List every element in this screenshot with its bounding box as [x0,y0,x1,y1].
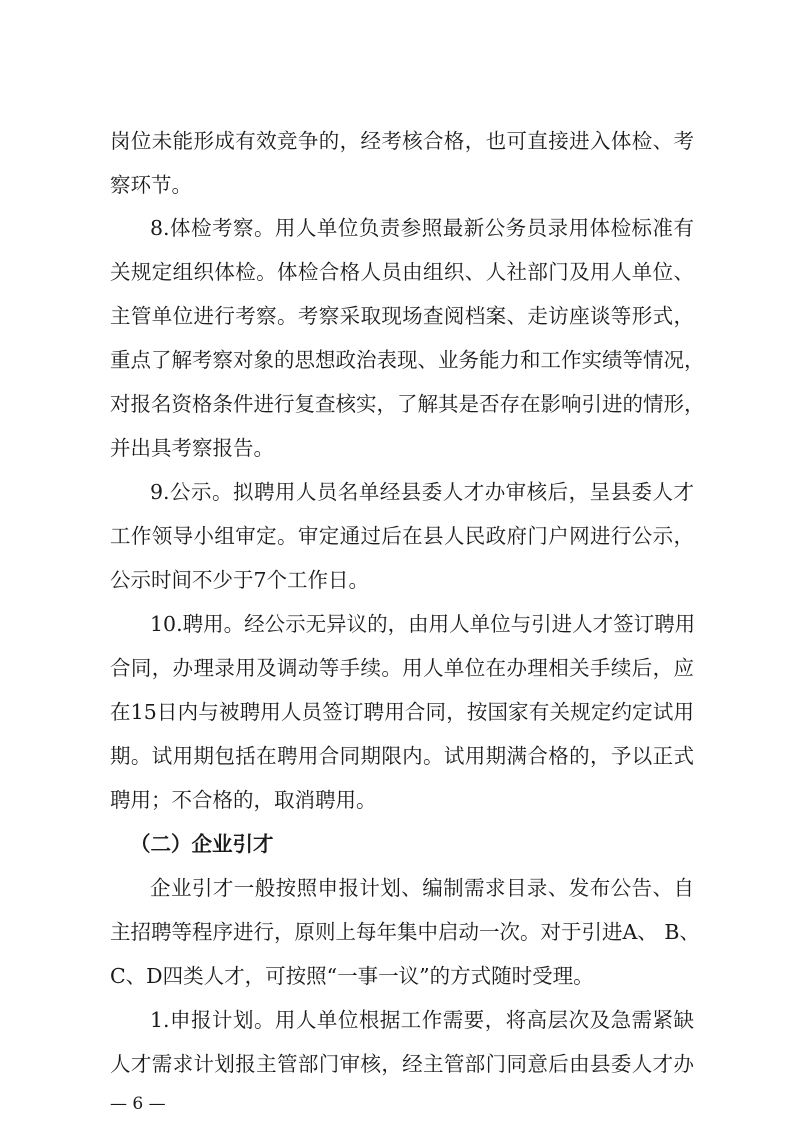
paragraph-line: 公示时间不少于7个工作日。 [110,568,370,592]
paragraph-line: 关规定组织体检。体检合格人员由组织、人社部门及用人单位、 [110,260,694,284]
paragraph-line: 主招聘等程序进行，原则上每年集中启动一次。对于引进A、 B、 [110,920,700,944]
paragraph-line: 重点了解考察对象的思想政治表现、业务能力和工作实绩等情况， [110,348,705,372]
paragraph-line: 在15日内与被聘用人员签订聘用合同，按国家有关规定约定试用 [110,700,694,724]
paragraph-line: 主管单位进行考察。考察采取现场查阅档案、走访座谈等形式， [110,304,694,328]
paragraph-line: 岗位未能形成有效竞争的，经考核合格，也可直接进入体检、考 [110,129,694,153]
paragraph-line: 9.公示。拟聘用人员名单经县委人才办审核后，呈县委人才 [150,480,694,504]
paragraph-line: 8.体检考察。用人单位负责参照最新公务员录用体检标准有 [150,216,694,240]
paragraph-line: 对报名资格条件进行复查核实，了解其是否存在影响引进的情形， [110,392,705,416]
paragraph-line: 合同，办理录用及调动等手续。用人单位在办理相关手续后，应 [110,656,694,680]
paragraph-line: 企业引才一般按照申报计划、编制需求目录、发布公告、自 [150,876,694,900]
paragraph-line: 察环节。 [110,173,192,197]
paragraph-line: 聘用；不合格的，取消聘用。 [110,788,377,812]
paragraph-line: C、D四类人才，可按照“一事一议”的方式随时受理。 [110,964,594,988]
paragraph-line: 期。试用期包括在聘用合同期限内。试用期满合格的，予以正式 [110,744,694,768]
section-heading: （二）企业引才 [130,832,274,856]
paragraph-line: 人才需求计划报主管部门审核，经主管部门同意后由县委人才办 [110,1052,694,1076]
paragraph-line: 1.申报计划。用人单位根据工作需要，将高层次及急需紧缺 [150,1008,694,1032]
paragraph-line: 并出具考察报告。 [110,436,274,460]
paragraph-line: 工作领导小组审定。审定通过后在县人民政府门户网进行公示， [110,524,694,548]
page-number: — 6 — [110,1094,166,1114]
paragraph-line: 10.聘用。经公示无异议的，由用人单位与引进人才签订聘用 [150,612,696,636]
